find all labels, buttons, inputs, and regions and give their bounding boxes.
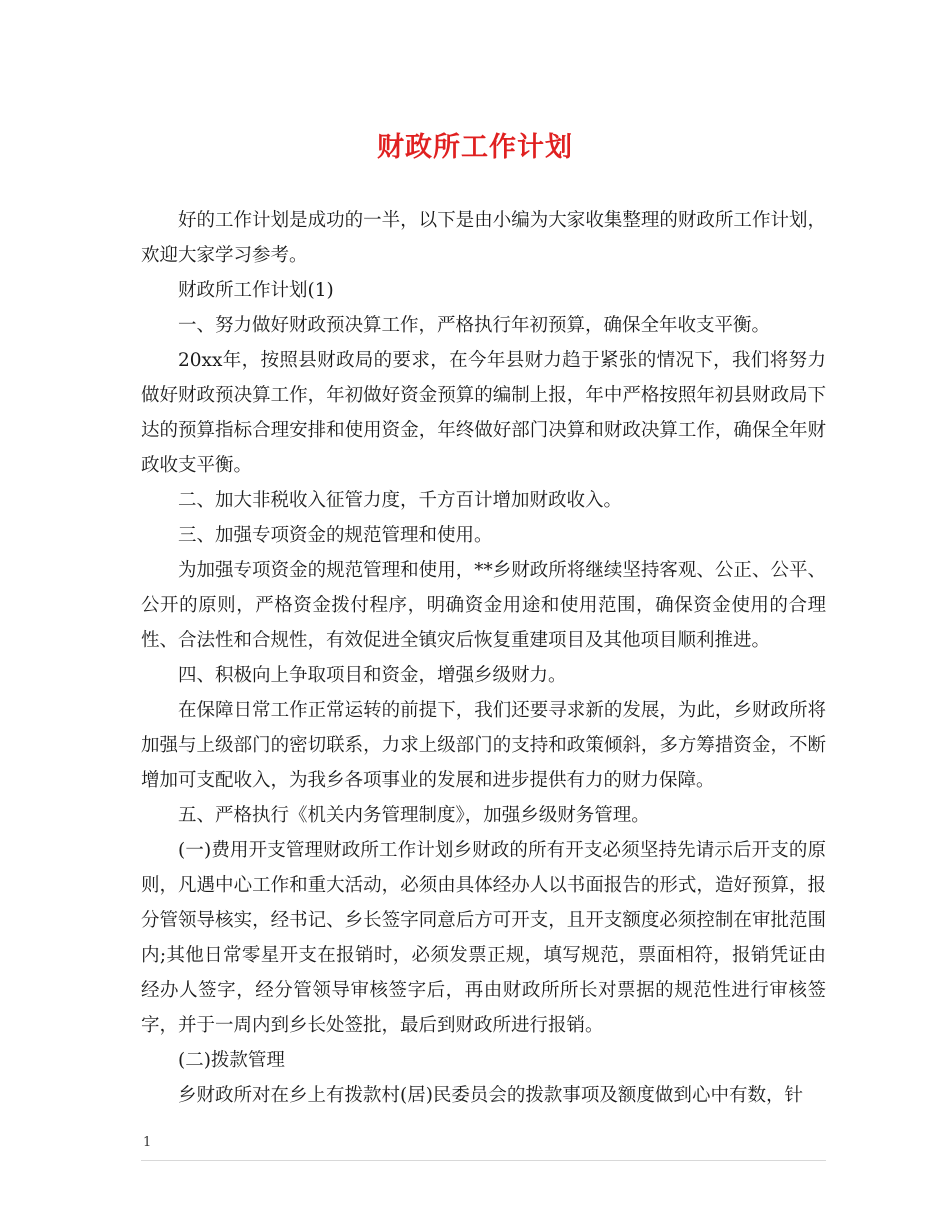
paragraph-section-1-heading: 一、努力做好财政预决算工作，严格执行年初预算，确保全年收支平衡。 — [178, 315, 771, 336]
paragraph-section-2-heading: 二、加大非税收入征管力度，千方百计增加财政收入。 — [178, 490, 623, 511]
page-number: 1 — [143, 1135, 152, 1150]
footer-divider — [141, 1160, 826, 1161]
paragraph-allocation-body: 乡财政所对在乡上有拨款村(居)民委员会的拨款事项及额度做到心中有数，针 — [178, 1085, 803, 1106]
paragraph-section-1-body: 20xx年，按照县财政局的要求，在今年县财力趋于紧张的情况下，我们将努力做好财政预决算工作，年初做好资金预算的编制上报，年中严格按照年初县财政局下达的预算指标合理安排和使用资金，年终做好部门决算和财政决算工作，确保全年财政收支平衡。 — [141, 350, 826, 476]
paragraph-expense-management: (一)费用开支管理财政所工作计划乡财政的所有开支必须坚持先请示后开支的原则，凡遇中心工作和重大活动，必须由具体经办人以书面报告的形式，造好预算，报分管领导核实，经书记、乡长签字同意后方可开支，且开支额度必须控制在审批范围内;其他日常零星开支在报销时，必须发票正规，填写规范，票面相符，报销凭证由经办人签字，经分管领导审核签字后，再由财政所所长对票据的规范性进行审核签字，并于一周内到乡长处签批，最后到财政所进行报销。 — [141, 840, 826, 1036]
paragraph-section-4-heading: 四、积极向上争取项目和资金，增强乡级财力。 — [178, 665, 567, 686]
paragraph-intro: 好的工作计划是成功的一半，以下是由小编为大家收集整理的财政所工作计划，欢迎大家学习参考。 — [141, 210, 826, 266]
paragraph-section-4-body: 在保障日常工作正常运转的前提下，我们还要寻求新的发展，为此，乡财政所将加强与上级部门的密切联系，力求上级部门的支持和政策倾斜，多方筹措资金，不断增加可支配收入，为我乡各项事业的发展和进步提供有力的财力保障。 — [141, 700, 826, 791]
document-title: 财政所工作计划 — [377, 132, 573, 163]
paragraph-allocation-heading: (二)拨款管理 — [178, 1050, 285, 1071]
paragraph-section-3-body: 为加强专项资金的规范管理和使用，**乡财政所将继续坚持客观、公正、公平、公开的原则，严格资金拨付程序，明确资金用途和使用范围，确保资金使用的合理性、合法性和合规性，有效促进全镇灾后恢复重建项目及其他项目顺利推进。 — [141, 560, 826, 651]
document-body — [141, 203, 826, 1113]
paragraph-section-5-heading: 五、严格执行《机关内务管理制度》，加强乡级财务管理。 — [178, 805, 650, 826]
paragraph-plan-heading: 财政所工作计划(1) — [178, 280, 334, 301]
paragraph-section-3-heading: 三、加强专项资金的规范管理和使用。 — [178, 525, 493, 546]
